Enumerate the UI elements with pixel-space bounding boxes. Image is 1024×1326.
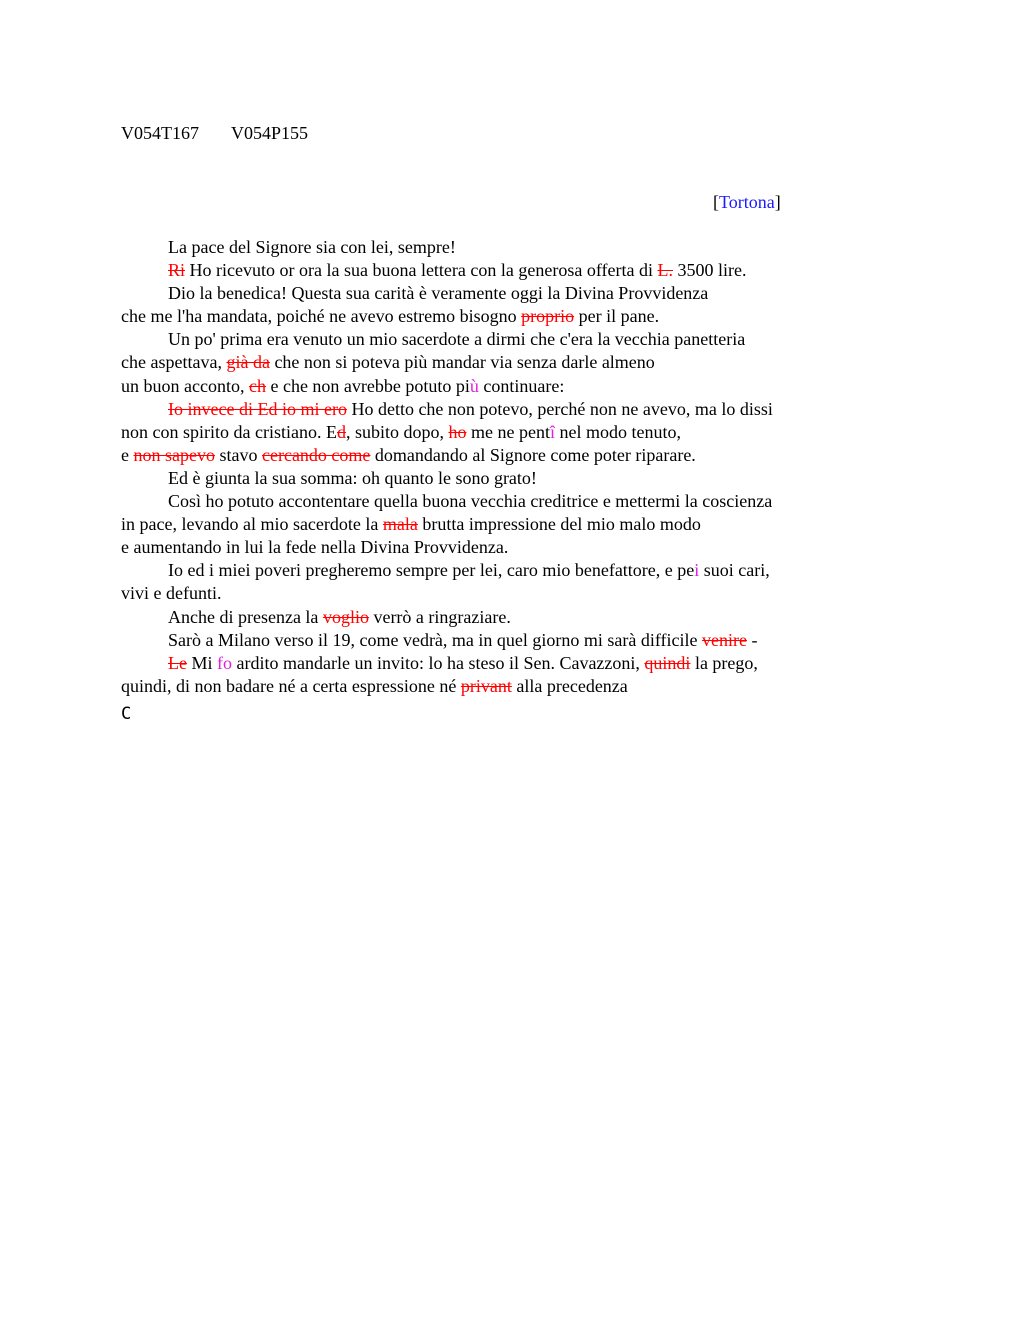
- place-name: Tortona: [719, 192, 775, 212]
- text-segment: domandando al Signore come poter riparare.: [370, 444, 696, 465]
- inserted-text: î: [549, 421, 555, 442]
- inserted-text: fo: [217, 652, 232, 673]
- letter-line-19: [121, 652, 881, 675]
- letter-line-13: [121, 513, 881, 536]
- text-segment: in pace, levando al mio sacerdote la: [121, 514, 383, 535]
- deleted-text: mala: [382, 514, 418, 535]
- text-segment: Mi: [186, 652, 217, 673]
- text-segment: Così ho potuto accontentare quella buona vecchia creditrice e mettermi la coscienza: [168, 491, 773, 512]
- text-segment: verrò a ringraziare.: [368, 606, 511, 627]
- letter-line-6: [121, 351, 881, 374]
- inserted-text: ù: [469, 375, 479, 396]
- letter-line-14: [121, 536, 881, 559]
- letter-line-8: [121, 398, 881, 421]
- place-bracket-open: [: [713, 192, 719, 212]
- text-segment: e: [121, 444, 134, 465]
- deleted-text: già da: [226, 352, 270, 373]
- text-segment: un buon acconto,: [121, 375, 249, 396]
- text-segment: Ho detto che non potevo, perché non ne avevo, ma lo dissi: [346, 398, 773, 419]
- text-segment: brutta impressione del mio malo modo: [417, 514, 701, 535]
- letter-body: [121, 236, 881, 698]
- text-segment: quindi, di non badare né a certa espressione né: [121, 675, 461, 696]
- text-segment: nel modo tenuto,: [554, 421, 681, 442]
- deleted-text: Io invece di Ed io mi ero: [168, 398, 347, 419]
- text-segment: alla precedenza: [511, 675, 628, 696]
- letter-line-12: [121, 490, 881, 513]
- letter-line-7: [121, 375, 881, 398]
- letter-line-9: [121, 421, 881, 444]
- text-segment: Ed è giunta la sua somma: oh quanto le sono grato!: [168, 467, 537, 488]
- deleted-text: cercando come: [261, 444, 371, 465]
- place-of-writing: [713, 191, 781, 213]
- inserted-text: i: [694, 560, 700, 581]
- text-segment: Io ed i miei poveri pregheremo sempre per lei, caro mio benefattore, e pe: [168, 560, 695, 581]
- deleted-text: venire: [702, 629, 748, 650]
- text-segment: la prego,: [690, 652, 758, 673]
- text-segment: Anche di presenza la: [168, 606, 323, 627]
- deleted-text: ho: [448, 421, 467, 442]
- letter-line-17: [121, 606, 881, 629]
- text-id: V054T167: [121, 123, 199, 143]
- text-segment: Sarò a Milano verso il 19, come vedrà, ma in quel giorno mi sarà difficile: [168, 629, 703, 650]
- letter-line-20: [121, 675, 881, 698]
- text-segment: me ne pent: [466, 421, 550, 442]
- text-segment: 3500 lire.: [673, 260, 747, 281]
- text-segment: -: [747, 629, 758, 650]
- text-segment: vivi e defunti.: [121, 583, 222, 604]
- deleted-text: proprio: [521, 306, 575, 327]
- text-segment: e aumentando in lui la fede nella Divina Provvidenza.: [121, 537, 509, 558]
- text-segment: Un po' prima era venuto un mio sacerdote a dirmi che c'era la vecchia panetteria: [168, 329, 746, 350]
- deleted-text: non sapevo: [133, 444, 215, 465]
- text-segment: ardito mandarle un invito: lo ha steso il Sen. Cavazzoni,: [232, 652, 645, 673]
- deleted-text: Ri: [168, 260, 186, 281]
- text-segment: continuare:: [478, 375, 565, 396]
- text-segment: per il pane.: [574, 306, 660, 327]
- deleted-text: L.: [657, 260, 673, 281]
- deleted-text: privant: [460, 675, 512, 696]
- deleted-text: voglio: [322, 606, 369, 627]
- text-segment: Dio la benedica! Questa sua carità è veramente oggi la Divina Provvidenza: [168, 283, 709, 304]
- letter-line-3: [121, 282, 881, 305]
- text-segment: La pace del Signore sia con lei, sempre!: [168, 237, 456, 257]
- deleted-text: ch: [248, 375, 266, 396]
- letter-line-1: [121, 236, 881, 259]
- place-bracket-close: ]: [774, 192, 781, 212]
- letter-line-11: [121, 467, 881, 490]
- deleted-text: d: [336, 421, 346, 442]
- letter-line-18: [121, 629, 881, 652]
- text-segment: suoi cari,: [699, 560, 770, 581]
- text-segment: che non si poteva più mandar via senza darle almeno: [269, 352, 655, 373]
- letter-line-5: [121, 328, 881, 351]
- text-segment: stavo: [214, 444, 262, 465]
- text-segment: non con spirito da cristiano. E: [121, 421, 337, 442]
- text-segment: che me l'ha mandata, poiché ne avevo estremo bisogno: [121, 306, 522, 327]
- deleted-text: Le: [168, 652, 187, 673]
- document-identifiers: [121, 122, 308, 144]
- text-segment: che aspettava,: [121, 352, 227, 373]
- letter-line-10: [121, 444, 881, 467]
- letter-line-15: [121, 559, 881, 582]
- page-id: V054P155: [231, 123, 309, 143]
- letter-line-2: [121, 259, 881, 282]
- text-segment: e che non avrebbe potuto pi: [265, 375, 470, 396]
- text-segment: Ho ricevuto or ora la sua buona lettera con la generosa offerta di: [185, 260, 658, 281]
- letter-line-4: [121, 305, 881, 328]
- end-marker: C: [121, 704, 132, 724]
- letter-line-16: [121, 582, 881, 605]
- text-segment: , subito dopo,: [345, 421, 449, 442]
- deleted-text: quindi: [644, 652, 691, 673]
